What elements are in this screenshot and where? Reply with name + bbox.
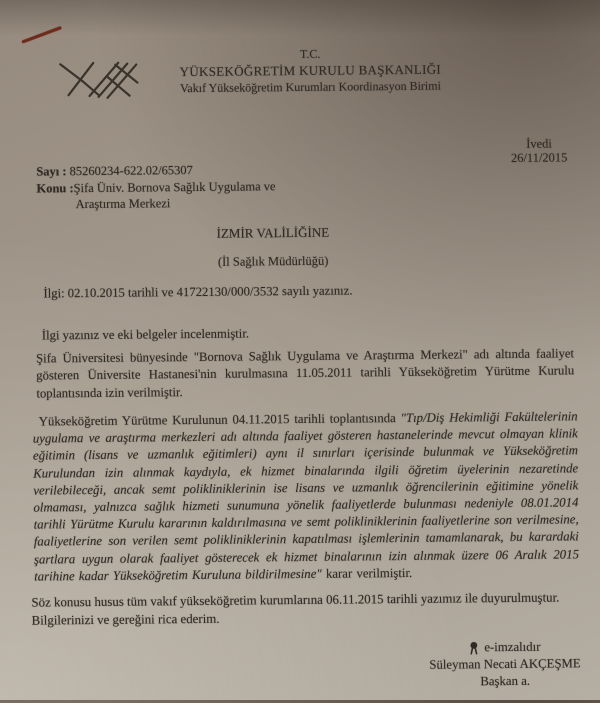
paragraph-decision (33, 408, 580, 585)
reference-line: İlgi: 02.10.2015 tarihli ve 41722130/000/3532 sayılı yazınız. (43, 283, 353, 301)
letterhead-tc: T.C. (299, 46, 321, 61)
paragraph-establishment: Şifa Üniversitesi bünyesinde "Bornova Sağlık Uygulama ve Araştırma Merkezi" adı altında faaliyet gösteren Üniversite Hastanesi'nin kurulmasına 11.05.2011 tarihli Yükseköğretim Yürütme Kurulu toplantısında izin verilmiştir. (36, 346, 575, 401)
red-pen-mark (22, 26, 62, 44)
yok-logo-icon (55, 57, 140, 104)
decision-outro: karar verilmiştir. (321, 565, 413, 581)
recipient-block (123, 224, 423, 271)
konu-line (36, 178, 275, 197)
closing-block (31, 589, 583, 629)
decision-quote: "Tıp/Diş Hekimliği Fakültelerinin uygulama ve araştırma merkezleri adı altında faaliyet gösteren hastanelerinde mevcut olmayan klinik eğitimin (lisans ve uzmanlık eğitimleri) aynı il sınırları içerisinde bulunmak ve Yükseköğretim Kurulundan izin alınmak kaydıyla, ek hizmet binalarında ilgili öğretim üyelerinin nezaretinde verilebileceği, ancak semt polikliniklerinin ise lisans ve uzmanlık öğrencilerinin eğitimine yönelik olmaması, yalnızca sağlık hizmeti sunumuna yönelik faaliyetlerde bulunması nedeniyle 08.01.2014 tarihli Yürütme Kurulu kararının kaldırılmasına ve semt polikliniklerinin faaliyetlerine son verilmesine, faaliyetlerine son verilen semt polikliniklerinin kapatılması işlemlerinin tamamlanarak, bu karardaki şartlara uygun olarak faaliyet gösterecek ek hizmet binalarının izin alınmak üzere 06 Aralık 2015 tarihine kadar Yükseköğretim Kuruluna bildirilmesine" (32, 409, 580, 584)
e-seal-icon (469, 641, 479, 655)
letter-date: 26/11/2015 (510, 150, 568, 165)
sayi-label: Sayı : (36, 164, 67, 179)
signer-title: Başkan a. (480, 673, 531, 689)
sayi-value: 85260234-622.02/65307 (66, 163, 193, 179)
decision-intro: Yükseköğretim Yürütme Kurulunun 04.11.2015 tarihli toplantısında (38, 411, 401, 429)
urgency-label: İvedi (526, 136, 552, 151)
esign-row (416, 638, 594, 657)
letterhead-org: YÜKSEKÖĞRETİM KURULU BAŞKANLIĞI (179, 61, 442, 80)
letterhead (155, 45, 465, 96)
konu-label: Konu : (36, 180, 74, 196)
letterhead-unit: Vakıf Yükseköğretim Kurumları Koordinasyon Birimi (179, 78, 441, 96)
konu-value-line2: Araştırma Merkezi (75, 196, 171, 212)
signer-name: Süleyman Necati AKÇEŞME (429, 656, 581, 672)
urgency-date-block (498, 136, 580, 165)
paragraph-announcement: Söz konusu husus tüm vakıf yükseköğretim kurumlarına 06.11.2015 tarihli yazımız ile duyurulmuştur. (31, 590, 560, 610)
signature-block (416, 638, 594, 691)
esign-label: e-imzalıdır (484, 639, 541, 655)
recipient-sub: (İl Sağlık Müdürlüğü) (217, 253, 329, 269)
konu-value-line1: Şifa Üniv. Bornova Sağlık Uygulama ve (73, 178, 276, 195)
document-number-block (36, 161, 276, 213)
recipient-name: İZMİR VALİLİĞİNE (216, 224, 330, 241)
paragraph-reviewed: İlgi yazınız ve eki belgeler incelenmiştir. (41, 326, 250, 343)
paragraph-request: Bilgilerinizi ve gereğini rica ederim. (31, 611, 220, 628)
